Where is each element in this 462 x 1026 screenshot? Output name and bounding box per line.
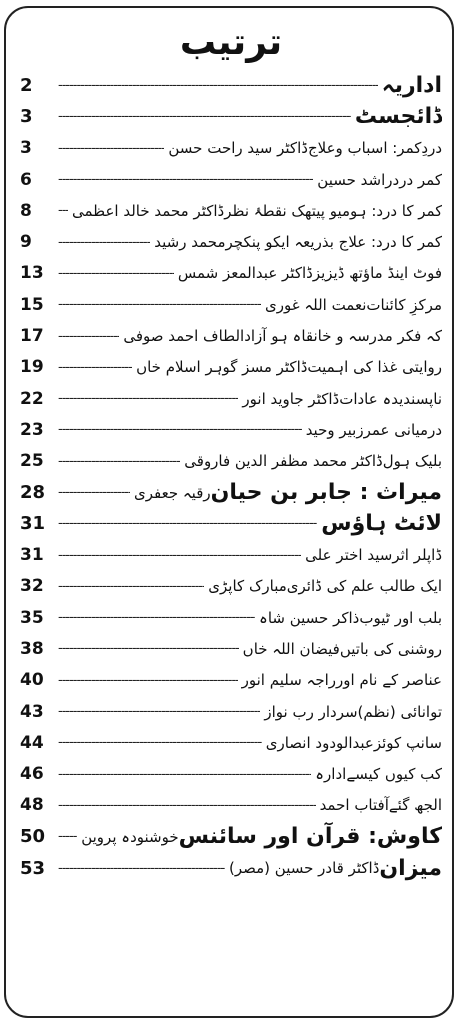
- author-name: سید اختر علی: [305, 546, 393, 565]
- author-name: سردار رب نواز: [264, 702, 358, 721]
- author-name: ادارہ: [315, 765, 347, 784]
- dot-leader: [58, 610, 255, 625]
- toc-entry: [20, 70, 442, 101]
- article-title: مرکزِ کائنات: [366, 295, 442, 314]
- toc-entry: [20, 414, 442, 445]
- article-title: توانائی (نظم): [357, 702, 442, 721]
- page-number: 22: [20, 388, 44, 409]
- toc-entry: [20, 790, 442, 821]
- toc-entry: [20, 696, 442, 727]
- article-title: کمر کا درد: ہومیو پیتھک نقطۂ نظر: [224, 201, 442, 220]
- toc-entry: [20, 383, 442, 414]
- dot-leader: [58, 109, 351, 124]
- author-name: راشد حسین: [317, 170, 393, 189]
- author-name: مبارک کاپڑی: [208, 577, 287, 596]
- page-number: 17: [20, 326, 44, 347]
- toc-entry: [20, 226, 442, 257]
- article-title: میزان: [379, 855, 442, 881]
- article-title: کمر کا درد: علاج بذریعہ ایکو پنکچر: [225, 233, 442, 252]
- author-name: عبدالودود انصاری: [265, 733, 374, 752]
- article-title: عناصر کے نام اور: [336, 671, 442, 690]
- article-title: کاوش: قرآن اور سائنس: [178, 824, 442, 850]
- author-name: زبیر وحید: [305, 420, 364, 439]
- page-number: 50: [20, 826, 46, 848]
- page-number: 48: [20, 795, 44, 816]
- page-title: ترتیب: [179, 22, 283, 63]
- author-name: ذاکر حسین شاہ: [259, 608, 360, 627]
- author-name: محمد رشید: [154, 233, 226, 252]
- page-number: 44: [20, 732, 44, 753]
- page-number: 43: [20, 701, 44, 722]
- article-title: لائٹ ہاؤس: [321, 511, 442, 537]
- toc-entry: [20, 727, 442, 758]
- author-name: آفتاب احمد: [319, 796, 389, 815]
- toc-entry: [20, 571, 442, 602]
- dot-leader: [58, 735, 262, 750]
- toc-entry: [20, 633, 442, 664]
- table-of-contents: [20, 70, 442, 884]
- toc-entry: [20, 539, 442, 570]
- author-name: ڈاکٹر محمد خالد اعظمی: [72, 201, 225, 220]
- article-title: ایک طالب علم کی ڈائری: [286, 577, 442, 596]
- dot-leader: [58, 673, 238, 688]
- toc-entry: [20, 101, 442, 132]
- article-title: ڈائجسٹ: [354, 104, 442, 130]
- author-name: خوشنودہ پروین: [81, 827, 179, 846]
- toc-entry: [20, 821, 442, 852]
- dot-leader: [58, 329, 119, 344]
- page-number: 40: [20, 670, 44, 691]
- author-name: رقیہ جعفری: [134, 483, 211, 502]
- page-number: 19: [20, 357, 44, 378]
- dot-leader: [58, 391, 238, 406]
- toc-entry: [20, 852, 442, 883]
- toc-entry: [20, 195, 442, 226]
- article-title: کمر درد: [392, 170, 442, 189]
- page-number: 9: [20, 232, 32, 253]
- dot-leader: [58, 829, 77, 844]
- article-title: درمیانی عمر: [363, 420, 442, 439]
- author-name: راجہ سلیم انور: [241, 671, 337, 690]
- page-number: 46: [20, 764, 44, 785]
- article-title: بلب اور ٹیوب: [359, 608, 442, 627]
- article-title: دردِکمر: اسباب وعلاج: [307, 139, 442, 158]
- page-number: 15: [20, 294, 44, 315]
- article-title: ناپسندیدہ عادات: [339, 389, 442, 408]
- page-number: 31: [20, 513, 46, 535]
- article-title: اداریہ: [381, 73, 442, 99]
- toc-entry: [20, 508, 442, 539]
- dot-leader: [58, 172, 313, 187]
- article-title: ڈاپلر اثر: [392, 546, 442, 565]
- page-number: 31: [20, 545, 44, 566]
- author-name: ڈاکٹر مسز گوہر اسلام خاں: [136, 358, 308, 377]
- dot-leader: [58, 266, 174, 281]
- dot-leader: [58, 579, 204, 594]
- dot-leader: [58, 704, 260, 719]
- article-title: روایتی غذا کی اہمیت: [307, 358, 442, 377]
- toc-entry: [20, 320, 442, 351]
- article-title: فوٹ اینڈ ماؤتھ ڈیزیز: [312, 264, 442, 283]
- dot-leader: [58, 78, 378, 93]
- page-number: 35: [20, 607, 44, 628]
- page-number: 8: [20, 200, 32, 221]
- page-number: 6: [20, 169, 32, 190]
- page-number: 3: [20, 106, 33, 128]
- dot-leader: [58, 767, 311, 782]
- dot-leader: [58, 360, 132, 375]
- page-number: 28: [20, 482, 46, 503]
- author-name: ڈاکٹر عبدالمعز شمس: [177, 264, 313, 283]
- dot-leader: [58, 297, 261, 312]
- article-title: میراث : جابر بن حیان: [210, 480, 442, 505]
- toc-entry: [20, 602, 442, 633]
- page-number: 53: [20, 857, 46, 879]
- dot-leader: [58, 203, 68, 218]
- page-number: 38: [20, 638, 44, 659]
- article-title: روشنی کی باتیں: [339, 639, 442, 658]
- dot-leader: [58, 861, 225, 876]
- toc-entry: [20, 477, 442, 508]
- page-number: 3: [20, 138, 32, 159]
- toc-entry: [20, 446, 442, 477]
- article-title: کہ فکر مدرسہ و خانقاہ ہو آزاد: [244, 327, 442, 346]
- dot-leader: [58, 485, 130, 500]
- page-number: 32: [20, 576, 44, 597]
- article-title: کب کیوں کیسے: [346, 765, 442, 784]
- page-number: 25: [20, 451, 44, 472]
- dot-leader: [58, 641, 239, 656]
- article-title: الجھ گئے: [388, 796, 442, 815]
- toc-entry: [20, 164, 442, 195]
- toc-entry: [20, 665, 442, 696]
- toc-entry: [20, 133, 442, 164]
- author-name: ڈاکٹر قادر حسین (مصر): [229, 859, 380, 878]
- dot-leader: [58, 548, 301, 563]
- page-number: 23: [20, 419, 44, 440]
- toc-entry: [20, 352, 442, 383]
- dot-leader: [58, 235, 150, 250]
- toc-entry: [20, 289, 442, 320]
- page-number: 2: [20, 75, 33, 97]
- author-name: ڈاکٹر جاوید انور: [242, 389, 340, 408]
- author-name: ڈاکٹر محمد مظفر الدین فاروقی: [184, 452, 383, 471]
- article-title: بلیک ہول: [382, 452, 442, 471]
- author-name: الطاف احمد صوفی: [123, 327, 245, 346]
- dot-leader: [58, 454, 180, 469]
- author-name: ڈاکٹر سید راحت حسن: [168, 139, 308, 158]
- article-title: سانپ کوئز: [373, 733, 442, 752]
- dot-leader: [58, 422, 302, 437]
- dot-leader: [58, 798, 316, 813]
- toc-entry: [20, 759, 442, 790]
- author-name: نعمت اللہ غوری: [264, 295, 367, 314]
- page-number: 13: [20, 263, 44, 284]
- dot-leader: [58, 516, 317, 531]
- toc-entry: [20, 258, 442, 289]
- dot-leader: [58, 141, 164, 156]
- author-name: فیضان اللہ خاں: [242, 639, 340, 658]
